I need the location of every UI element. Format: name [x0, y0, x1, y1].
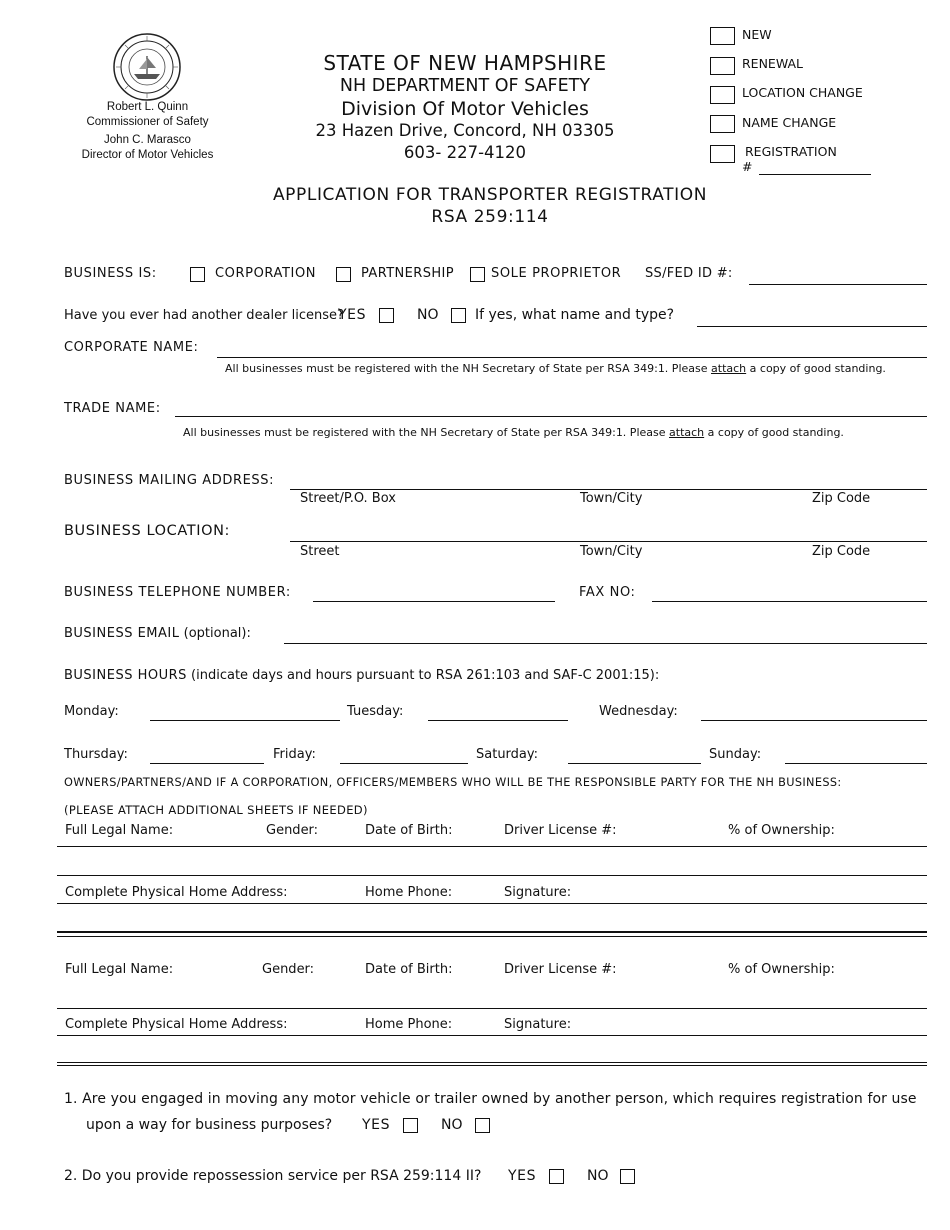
owner1-header-rule [57, 846, 927, 847]
agency-address: 23 Hazen Drive, Concord, NH 03305 [315, 121, 615, 140]
location-town-caption: Town/City [580, 544, 643, 559]
owner2-ownership-label: % of Ownership: [728, 962, 835, 977]
email-label [64, 626, 251, 641]
dealer-name-type-field[interactable] [697, 326, 927, 327]
notice-attach: attach [711, 362, 747, 375]
sole-proprietor-checkbox[interactable] [470, 267, 485, 282]
thursday-hours-field[interactable] [150, 763, 264, 764]
owner2-home-phone-label: Home Phone: [365, 1017, 453, 1032]
question2-no-label: NO [587, 1168, 609, 1184]
question2: 2. Do you provide repossession service per RSA 259:114 II? [64, 1168, 482, 1184]
location-zip-caption: Zip Code [812, 544, 871, 559]
mailing-address-field[interactable] [290, 489, 927, 490]
sunday-label: Sunday: [709, 747, 762, 762]
form-statute: RSA 259:114 [431, 207, 549, 227]
trade-name-label: TRADE NAME: [64, 401, 161, 416]
question2-yes-checkbox[interactable] [549, 1169, 564, 1184]
owner-divider [57, 931, 927, 933]
corporation-checkbox[interactable] [190, 267, 205, 282]
location-street-caption: Street [300, 544, 340, 559]
owner2-entry-rule[interactable] [57, 1008, 927, 1009]
business-location-label: BUSINESS LOCATION: [64, 523, 231, 539]
owner1-entry-rule[interactable] [57, 875, 927, 876]
owner1-gender-label: Gender: [266, 823, 319, 838]
question1-no-checkbox[interactable] [475, 1118, 490, 1133]
tuesday-hours-field[interactable] [428, 720, 568, 721]
owner1-signature-label: Signature: [504, 885, 572, 900]
wednesday-label: Wednesday: [599, 704, 678, 719]
commissioner-title: Commissioner of Safety [86, 116, 209, 128]
owner1-ownership-label: % of Ownership: [728, 823, 835, 838]
state-seal-icon [112, 32, 182, 102]
saturday-label: Saturday: [476, 747, 539, 762]
corporate-name-field[interactable] [217, 357, 927, 358]
renewal-checkbox[interactable] [710, 57, 735, 75]
notice-text-pre: All businesses must be registered with the NH Secretary of State per RSA 349:1. Please [225, 362, 708, 375]
question1-line2: upon a way for business purposes? [86, 1117, 333, 1133]
mailing-town-caption: Town/City [580, 491, 643, 506]
name-change-checkbox[interactable] [710, 115, 735, 133]
location-change-label: LOCATION CHANGE [742, 85, 863, 100]
business-is-label: BUSINESS IS: [64, 266, 157, 281]
mailing-address-label: BUSINESS MAILING ADDRESS: [64, 473, 275, 488]
partnership-checkbox[interactable] [336, 267, 351, 282]
telephone-field[interactable] [313, 601, 555, 602]
commissioner-name: Robert L. Quinn [106, 101, 189, 113]
business-hours-main: BUSINESS HOURS [64, 668, 187, 683]
owner1-home-phone-label: Home Phone: [365, 885, 453, 900]
dealer-no-checkbox[interactable] [451, 308, 466, 323]
if-yes-label: If yes, what name and type? [475, 307, 675, 323]
owner2-bottom-rule [57, 1062, 927, 1063]
telephone-label: BUSINESS TELEPHONE NUMBER: [64, 585, 291, 600]
location-change-checkbox[interactable] [710, 86, 735, 104]
thursday-label: Thursday: [64, 747, 128, 762]
registration-label: REGISTRATION [745, 144, 837, 159]
owners-heading: OWNERS/PARTNERS/AND IF A CORPORATION, OFFICERS/MEMBERS WHO WILL BE THE RESPONSIBLE PARTY FOR THE NH BUSINESS: [64, 776, 842, 789]
director-name: John C. Marasco [104, 134, 191, 146]
state-seal [112, 32, 182, 102]
notice-text-post: a copy of good standing. [707, 426, 844, 439]
owner2-license-label: Driver License #: [504, 962, 617, 977]
registration-number-field[interactable] [759, 174, 871, 175]
wednesday-hours-field[interactable] [701, 720, 927, 721]
question1-yes-label: YES [362, 1117, 391, 1133]
department-name: NH DEPARTMENT OF SAFETY [339, 76, 591, 96]
owner2-address-rule[interactable] [57, 1035, 927, 1036]
owner2-signature-label: Signature: [504, 1017, 572, 1032]
trade-name-field[interactable] [175, 416, 927, 417]
monday-hours-field[interactable] [150, 720, 340, 721]
sunday-hours-field[interactable] [785, 763, 927, 764]
new-label: NEW [742, 27, 772, 42]
registration-checkbox[interactable] [710, 145, 735, 163]
corporation-label: CORPORATION [215, 266, 317, 281]
partnership-label: PARTNERSHIP [361, 266, 455, 281]
sole-proprietor-label: SOLE PROPRIETOR [491, 266, 622, 281]
notice-attach: attach [669, 426, 705, 439]
agency-phone: 603- 227-4120 [403, 143, 527, 162]
owner-divider-inner [57, 936, 927, 937]
new-checkbox[interactable] [710, 27, 735, 45]
dealer-yes-checkbox[interactable] [379, 308, 394, 323]
mailing-street-caption: Street/P.O. Box [300, 491, 396, 506]
tuesday-label: Tuesday: [347, 704, 404, 719]
owner2-bottom-rule-inner [57, 1065, 927, 1066]
ssfed-id-label: SS/FED ID #: [645, 266, 733, 281]
director-title: Director of Motor Vehicles [81, 149, 214, 161]
owners-attach-note: (PLEASE ATTACH ADDITIONAL SHEETS IF NEEDED) [64, 803, 368, 817]
state-name: STATE OF NEW HAMPSHIRE [323, 51, 607, 75]
trade-name-notice [183, 426, 844, 439]
division-name: Division Of Motor Vehicles [341, 98, 589, 120]
question2-yes-label: YES [508, 1168, 537, 1184]
friday-label: Friday: [273, 747, 316, 762]
friday-hours-field[interactable] [340, 763, 468, 764]
question1-no-label: NO [441, 1117, 463, 1133]
name-change-label: NAME CHANGE [742, 115, 837, 130]
mailing-zip-caption: Zip Code [812, 491, 871, 506]
form-title: APPLICATION FOR TRANSPORTER REGISTRATION [272, 185, 708, 205]
dealer-license-question: Have you ever had another dealer license? [64, 308, 344, 323]
saturday-hours-field[interactable] [568, 763, 701, 764]
corporate-name-label: CORPORATE NAME: [64, 340, 199, 355]
owner2-gender-label: Gender: [262, 962, 315, 977]
dealer-yes-label: YES [338, 307, 367, 323]
notice-text-post: a copy of good standing. [749, 362, 886, 375]
renewal-label: RENEWAL [742, 56, 804, 71]
owner1-dob-label: Date of Birth: [365, 823, 453, 838]
corporate-name-notice [225, 362, 886, 375]
owner1-license-label: Driver License #: [504, 823, 617, 838]
owner1-full-name-label: Full Legal Name: [65, 823, 174, 838]
owner2-dob-label: Date of Birth: [365, 962, 453, 977]
fax-field[interactable] [652, 601, 927, 602]
registration-hash: # [742, 159, 753, 174]
owner1-address-rule[interactable] [57, 903, 927, 904]
owner2-full-name-label: Full Legal Name: [65, 962, 174, 977]
question1-line1: 1. Are you engaged in moving any motor vehicle or trailer owned by another person, which requires registration for use [64, 1091, 917, 1107]
business-hours-label [64, 668, 659, 683]
owner1-address-label: Complete Physical Home Address: [65, 885, 288, 900]
question1-yes-checkbox[interactable] [403, 1118, 418, 1133]
email-label-main: BUSINESS EMAIL [64, 626, 180, 641]
email-label-optional: (optional): [183, 626, 251, 641]
notice-text-pre: All businesses must be registered with the NH Secretary of State per RSA 349:1. Please [183, 426, 666, 439]
email-field[interactable] [284, 643, 927, 644]
fax-label: FAX NO: [579, 585, 636, 600]
owner2-address-label: Complete Physical Home Address: [65, 1017, 288, 1032]
business-hours-note: (indicate days and hours pursuant to RSA 261:103 and SAF-C 2001:15): [191, 668, 660, 683]
question2-no-checkbox[interactable] [620, 1169, 635, 1184]
business-location-field[interactable] [290, 541, 927, 542]
monday-label: Monday: [64, 704, 119, 719]
dealer-no-label: NO [417, 307, 439, 323]
ssfed-id-field[interactable] [749, 284, 927, 285]
